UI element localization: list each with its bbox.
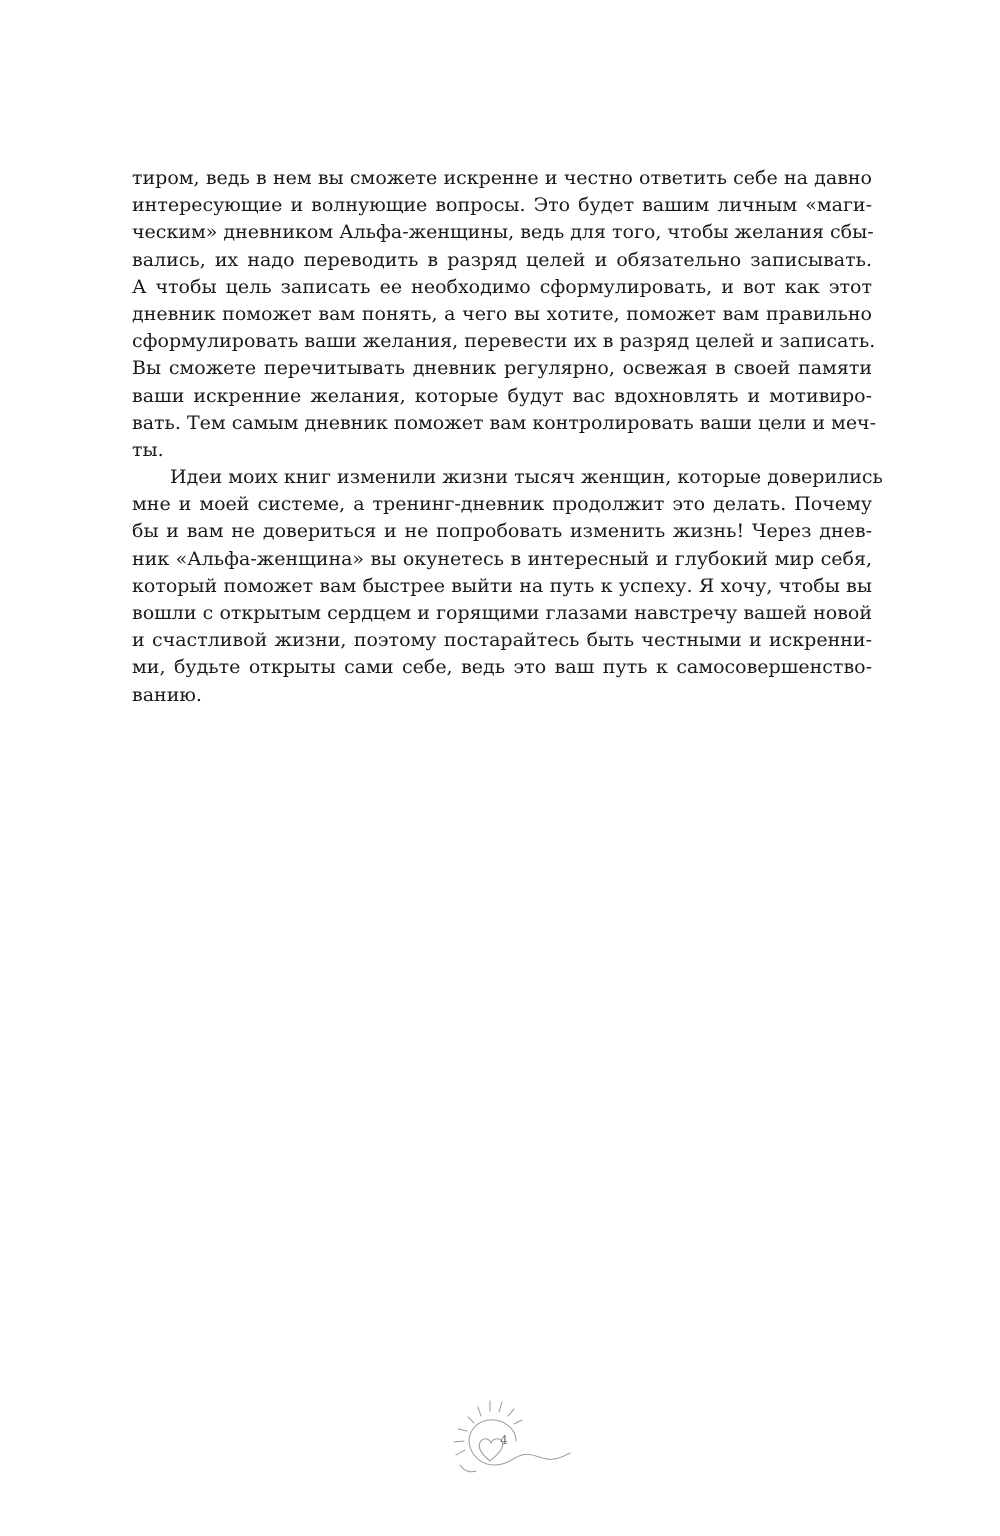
text-line: и счастливой жизни, поэтому постарайтесь быть честными и искренни- [132,629,872,652]
text-line: вать. Тем самым дневник поможет вам контролировать ваши цели и меч- [132,411,877,434]
text-line: ванию. [132,683,202,706]
text-line: ми, будьте открыты сами себе, ведь это ваш путь к самосовершенство- [132,656,872,679]
text-line: мне и моей системе, а тренинг-дневник продолжит это делать. Почему [132,493,872,516]
text-line: Вы сможете перечитывать дневник регулярно, освежая в своей памяти [132,357,872,380]
text-line: ваши искренние желания, которые будут вас вдохновлять и мотивиро- [132,384,872,407]
paragraph-1 [132,165,877,464]
text-line: А чтобы цель записать ее необходимо сформулировать, и вот как этот [132,275,872,298]
text-line: Идеи моих книг изменили жизни тысяч женщин, которые доверились [170,466,883,489]
text-line: вошли с открытым сердцем и горящими глазами навстречу вашей новой [132,602,872,624]
text-line: который поможет вам быстрее выйти на путь к успеху. Я хочу, чтобы вы [132,574,872,597]
page-footer [430,1385,590,1485]
text-line: вались, их надо переводить в разряд целей и обязательно записывать. [132,248,872,271]
text-line: сформулировать ваши желания, перевести их в разряд целей и записать. [132,330,876,353]
text-line: ник «Альфа-женщина» вы окунетесь в интересный и глубокий мир себя, [132,547,872,570]
body-text [132,165,883,709]
text-line: ты. [132,438,164,461]
text-line: тиром, ведь в нем вы сможете искренне и честно ответить себе на давно [132,167,872,189]
page-number: 4 [500,1433,508,1447]
text-line: дневник поможет вам понять, а чего вы хотите, поможет вам правильно [132,302,872,325]
text-line: интересующие и волнующие вопросы. Это будет вашим личным «маги- [132,194,872,217]
paragraph-2 [132,464,883,709]
text-line: ческим» дневником Альфа-женщины, ведь для того, чтобы желания сбы- [132,221,874,244]
text-line: бы и вам не довериться и не попробовать изменить жизнь! Через днев- [132,520,872,543]
